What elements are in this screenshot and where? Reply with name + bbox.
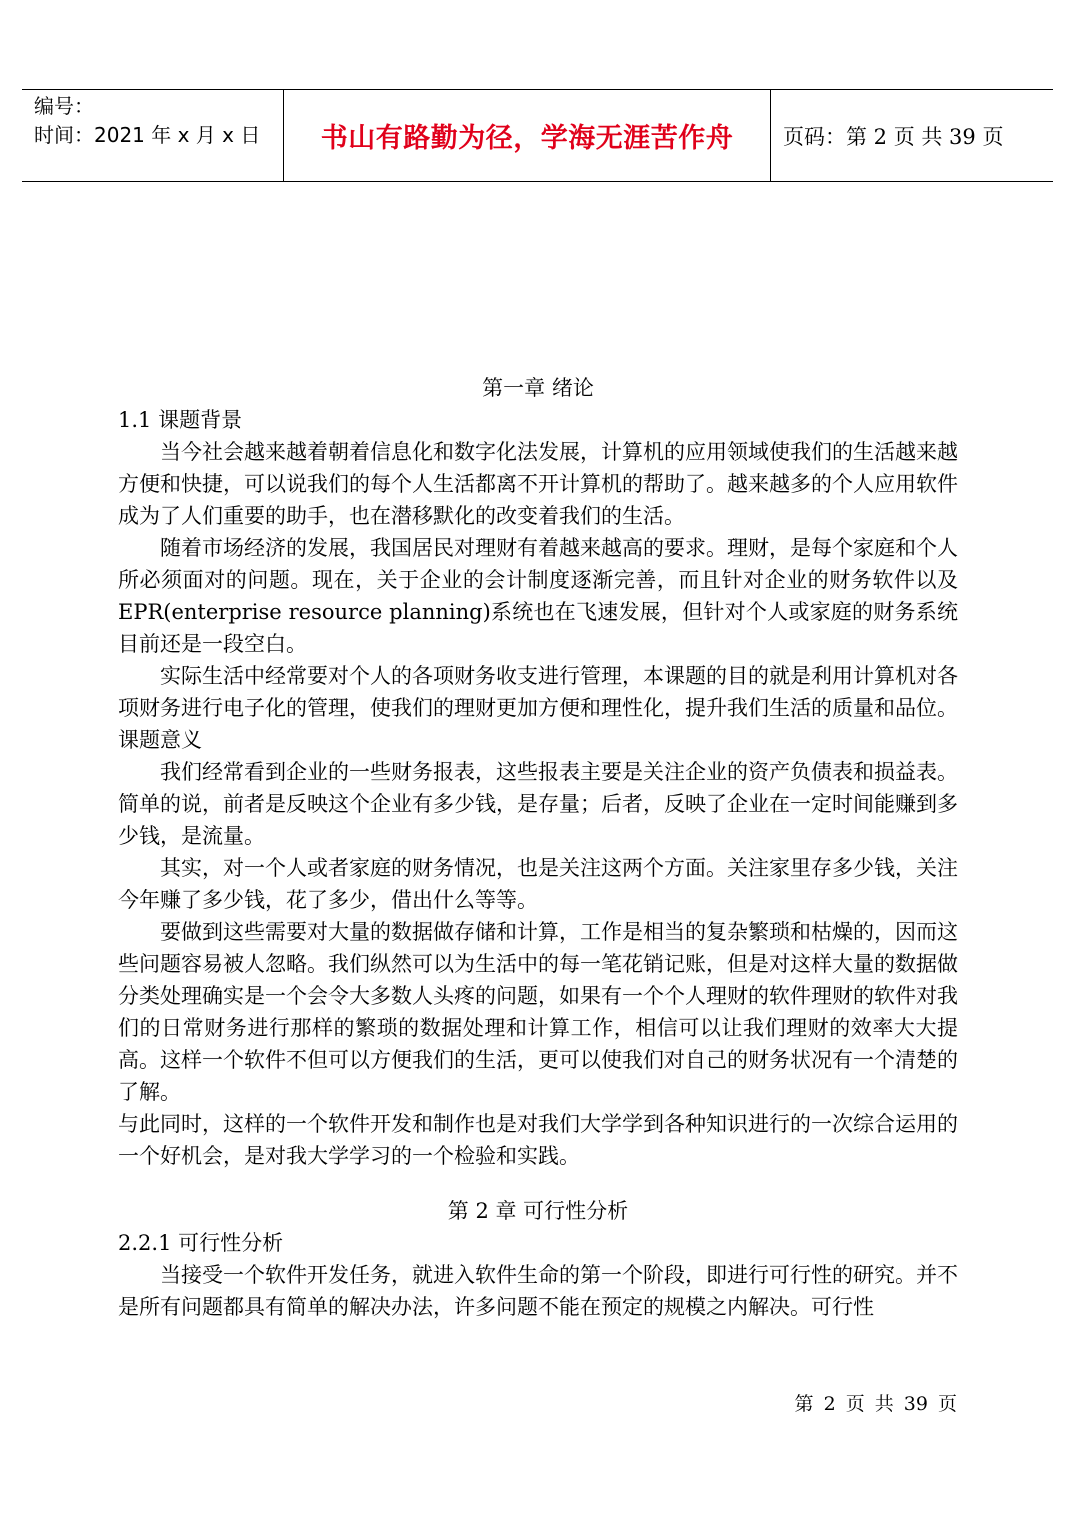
paragraph-2: 随着市场经济的发展，我国居民对理财有着越来越高的要求。理财，是每个家庭和个人所必须面对的问题。现在，关于企业的会计制度逐渐完善，而且针对企业的财务软件以及 EPR(enterprise resource planning)系统也在飞速发展，但针对个人或家庭的财务系统目前还是一段空白。 <box>118 536 958 656</box>
document-body <box>118 372 958 1323</box>
document-header <box>22 89 1053 182</box>
header-page-cell <box>771 90 1053 181</box>
chapter-1-title: 第一章 绪论 <box>482 376 594 400</box>
header-page-label: 页码：第 2 页 共 39 页 <box>783 124 1004 149</box>
section-1-1-heading: 1.1 课题背景 <box>118 408 243 432</box>
paragraph-6: 要做到这些需要对大量的数据做存储和计算，工作是相当的复杂繁琐和枯燥的，因而这些问题容易被人忽略。我们纵然可以为生活中的每一笔花销记账，但是对这样大量的数据做分类处理确实是一个会令大多数人头疼的问题，如果有一个个人理财的软件理财的软件对我们的日常财务进行那样的繁琐的数据处理和计算工作，相信可以让我们理财的效率大大提高。这样一个软件不但可以方便我们的生活，更可以使我们对自己的财务状况有一个清楚的了解。 <box>118 920 958 1104</box>
document-date-label: 时间：2021 年 x 月 x 日 <box>34 123 261 147</box>
paragraph-8: 当接受一个软件开发任务，就进入软件生命的第一个阶段，即进行可行性的研究。并不是所有问题都具有简单的解决办法，许多问题不能在预定的规模之内解决。可行性 <box>118 1263 958 1319</box>
paragraph-1: 当今社会越来越着朝着信息化和数字化法发展，计算机的应用领域使我们的生活越来越方便和快捷，可以说我们的每个人生活都离不开计算机的帮助了。越来越多的个人应用软件成为了人们重要的助手，也在潜移默化的改变着我们的生活。 <box>118 440 958 528</box>
section-significance-heading: 课题意义 <box>118 728 202 752</box>
header-motto: 书山有路勤为径，学海无涯苦作舟 <box>320 123 734 154</box>
paragraph-5: 其实，对一个人或者家庭的财务情况，也是关注这两个方面。关注家里存多少钱，关注今年赚了多少钱，花了多少，借出什么等等。 <box>118 856 958 912</box>
paragraph-3: 实际生活中经常要对个人的各项财务收支进行管理，本课题的目的就是利用计算机对各项财务进行电子化的管理，使我们的理财更加方便和理性化，提升我们生活的质量和品位。 <box>118 664 958 720</box>
paragraph-7: 与此同时，这样的一个软件开发和制作也是对我们大学学到各种知识进行的一次综合运用的一个好机会，是对我大学学习的一个检验和实践。 <box>118 1112 958 1168</box>
header-motto-cell <box>284 90 771 181</box>
document-number-label: 编号： <box>34 94 94 118</box>
section-2-2-1-heading: 2.2.1 可行性分析 <box>118 1231 284 1255</box>
page-footer: 第 2 页 共 39 页 <box>794 1393 957 1415</box>
header-meta-cell <box>22 90 284 181</box>
paragraph-4: 我们经常看到企业的一些财务报表，这些报表主要是关注企业的资产负债表和损益表。简单的说，前者是反映这个企业有多少钱，是存量；后者，反映了企业在一定时间能赚到多少钱，是流量。 <box>118 760 958 848</box>
chapter-2-title: 第 2 章 可行性分析 <box>447 1199 629 1223</box>
